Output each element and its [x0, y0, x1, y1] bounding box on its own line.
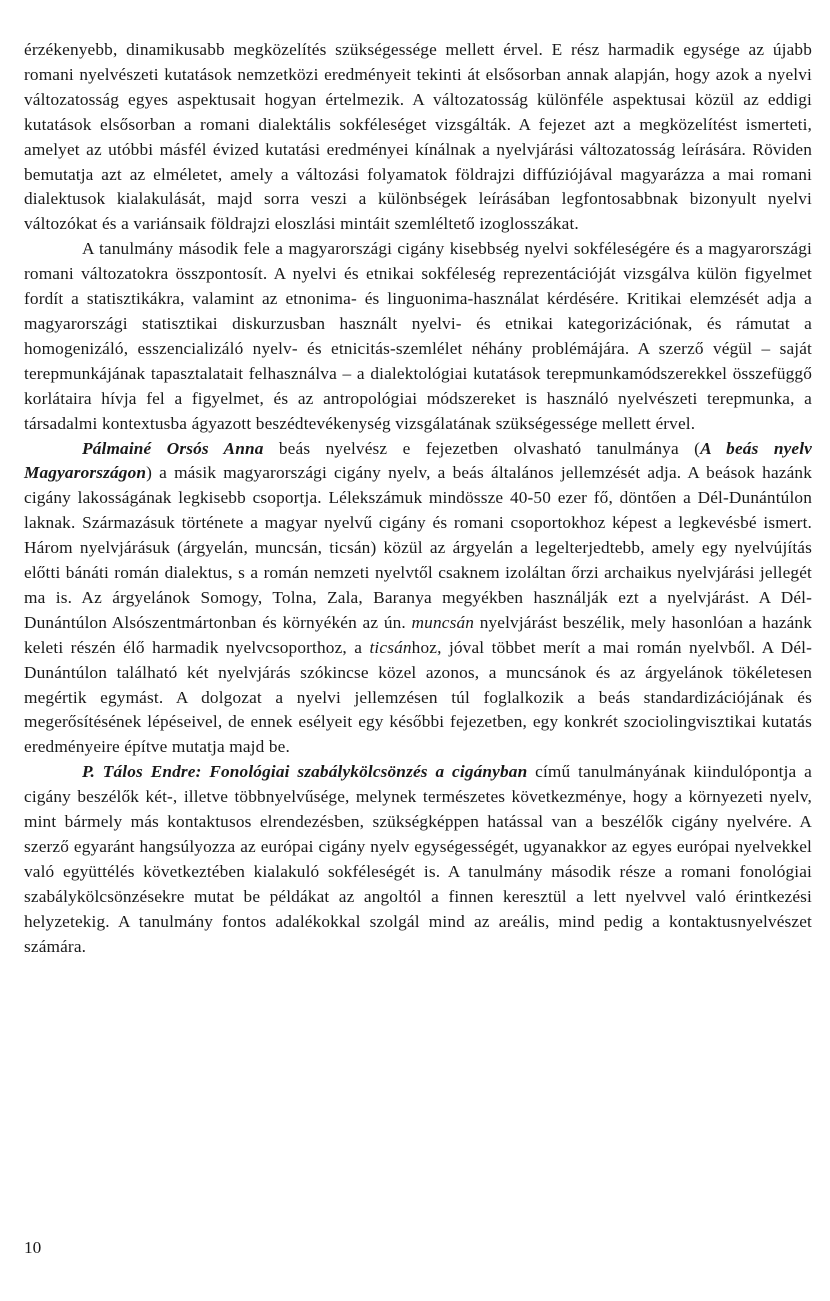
paragraph-1: [24, 38, 812, 237]
text-run: hoz, jóval többet merít a mai román nyelvből. A Dél-Dunántúlon található két nyelvjárás szókincse közel azonos, a muncsánok és az árgyelánok tökéletesen megértik egymást. A dolgozat a nyelvi jellemzésen túl foglalkozik a beás standardizációjának és megerősítésének lépéseivel, de ennek esélyeit egy későbbi fejezetben, egy konkrét szociolingvisztikai kutatás eredményeire építve mutatja majd be.: [24, 637, 812, 757]
paragraph-2: [24, 237, 812, 436]
text-run: érzékenyebb, dinamikusabb megközelítés szükségessége mellett érvel. E rész harmadik egysége az újabb romani nyelvészeti kutatások nemzetközi eredményeit tekinti át elsősorban annak alapján, hogy azok a nyelvi változatosság egyes aspektusait hogyan értelmezik. A változatosság különféle aspektusai közül az eddigi kutatások elsősorban a romani dialektális sokféleséget vizsgálták. A fejezet azt a megközelítést ismerteti, amelyet az utóbbi másfél évized kutatási eredményei kínálnak a nyelvjárási változatosság leírására. Röviden bemutatja azt az elméletet, amely a változási folyamatok földrajzi diffúziójával magyarázza a mai romani dialektusok kialakulását, majd sorra veszi a különbségek leírásában legfontosabbnak bizonyult nyelvi változókat és a variánsaik földrajzi eloszlási mintáit szemléltető izoglosszákat.: [24, 40, 812, 234]
text-name: Pálmainé Orsós Anna: [82, 438, 264, 458]
text-name: P. Tálos Endre: Fonológiai szabálykölcsönzés a cigányban: [82, 762, 528, 782]
page-number: 10: [24, 1238, 42, 1257]
text-title: A beás nyelv Magyarországon: [24, 438, 812, 483]
text-term: ticsán: [369, 637, 412, 657]
body-text: [24, 38, 812, 960]
paragraph-3: [24, 437, 812, 761]
text-run: című tanulmányának kiindulópontja a cigány beszélők két-, illetve többnyelvűsége, melynek természetes következménye, hogy a környezeti nyelv, mint bármely más kontaktusos elrendezésben, szükségképpen hatással van a beszélők cigány nyelvére. A szerző egyaránt hangsúlyozza az európai cigány nyelv egységességét, ugyanakkor az egyes európai nyelvekkel való együttélés következtében kialakuló sokféleségét is. A tanulmány második része a romani fonológiai szabálykölcsönzésekre mutat be példákat az angoltól a finnen keresztül a lett nyelvvel való érintkezési helyzetekig. A tanulmány fontos adalékokkal szolgál mind az areális, mind pedig a kontaktusnyelvészet számára.: [24, 762, 812, 956]
text-run: nyelvjárást beszélik, mely hasonlóan a hazánk keleti részén élő harmadik nyelvcsoporthoz, a: [24, 612, 812, 657]
text-term: muncsán: [411, 612, 475, 632]
text-run: A tanulmány második fele a magyarországi cigány kisebbség nyelvi sokféleségére és a magyarországi romani változatokra összpontosít. A nyelvi és etnikai sokféleség reprezentációját vizsgálva külön figyelmet fordít a statisztikákra, valamint az etnonima- és linguonima-használat kérdésére. Kritikai elemzését adja a magyarországi statisztikai diskurzusban használt nyelvi- és etnikai kategorizációnak, és rámutat a homogenizáló, esszencializáló nyelv- és etnicitás-szemlélet néhány problémájára. A szerző végül – saját terepmunkájának tapasztalatait felhasználva – a dialektológiai kutatások terepmunkamódszerekkel összefüggő korlátaira hívja fel a figyelmet, és az antropológiai módszereket is használó nyelvészeti terepmunka, a társadalmi kontextusba ágyazott beszédtevékenység vizsgálatának szükségessége mellett érvel.: [24, 239, 812, 433]
text-run: beás nyelvész e fejezetben olvasható tanulmánya (: [263, 438, 701, 458]
paragraph-4: [24, 760, 812, 959]
text-run: ) a másik magyarországi cigány nyelv, a beás általános jellemzését adja. A beások hazánk cigány lakosságának legkisebb csoportja. Lélekszámuk mindössze 40-50 ezer fő, döntően a Dél-Dunántúlon laknak. Származásuk története a magyar nyelvű cigány és romani csoportokhoz képest a legkevésbé ismert. Három nyelvjárásuk (árgyelán, muncsán, ticsán) közül az árgyelán a legelterjedtebb, amely egy nyelvújítás előtti bánáti román dialektus, s a román nemzeti nyelvtől csaknem izoláltan őrzi archaikus nyelvjárási jellegét ma is. Az árgyelánok Somogy, Tolna, Zala, Baranya megyékben használják ezt a nyelvjárást. A Dél-Dunántúlon Alsószentmártonban és környékén az ún.: [24, 463, 812, 632]
